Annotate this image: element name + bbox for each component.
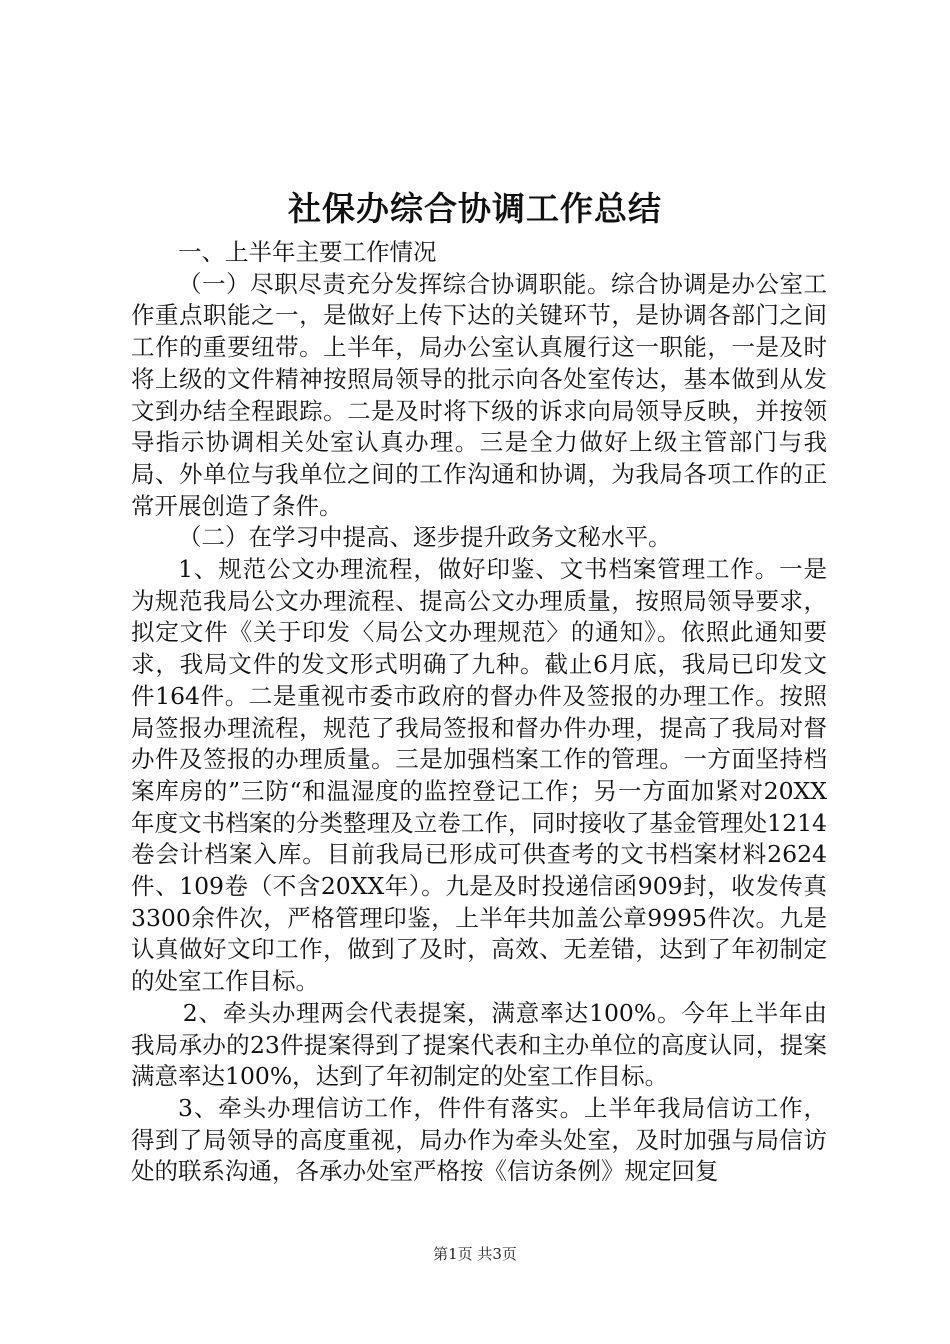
body-paragraph: 2、牵头办理两会代表提案，满意率达100%。今年上半年由我局承办的23件提案得到了提案代表和主办单位的高度认同，提案满意率达100%，达到了年初制定的处室工作目标。 [131,998,827,1091]
document-body [131,237,827,1188]
body-paragraph: 3、牵头办理信访工作，件件有落实。上半年我局信访工作，得到了局领导的高度重视，局办作为牵头处室，及时加强与局信访处的联系沟通，各承办处室严格按《信访条例》规定回复 [131,1093,827,1186]
body-paragraph: （一）尽职尽责充分发挥综合协调职能。综合协调是办公室工作重点职能之一，是做好上传下达的关键环节，是协调各部门之间工作的重要纽带。上半年，局办公室认真履行这一职能，一是及时将上级的文件精神按照局领导的批示向各处室传达，基本做到从发文到办结全程跟踪。二是及时将下级的诉求向局领导反映，并按领导指示协调相关处室认真办理。三是全力做好上级主管部门与我局、外单位与我单位之间的工作沟通和协调，为我局各项工作的正常开展创造了条件。 [131,269,827,520]
page-footer: 第1页 共3页 [433,1245,517,1263]
document-title: 社保办综合协调工作总结 [288,189,662,228]
body-paragraph: （二）在学习中提高、逐步提升政务文秘水平。 [178,523,672,552]
section-heading: 一、上半年主要工作情况 [178,238,437,266]
body-paragraph: 1、规范公文办理流程，做好印鉴、文书档案管理工作。一是为规范我局公文办理流程、提高公文办理质量，按照局领导要求，拟定文件《关于印发〈局公文办理规范〉的通知》。依照此通知要求，我局文件的发文形式明确了九种。截止6月底，我局已印发文件164件。二是重视市委市政府的督办件及签报的办理工作。按照局签报办理流程，规范了我局签报和督办件办理，提高了我局对督办件及签报的办理质量。三是加强档案工作的管理。一方面坚持档案库房的”三防“和温湿度的监控登记工作；另一方面加紧对20XX年度文书档案的分类整理及立卷工作，同时接收了基金管理处1214卷会计档案入库。目前我局已形成可供查考的文书档案材料2624件、109卷（不含20XX年）。九是及时投递信函909封，收发传真3300余件次，严格管理印鉴，上半年共加盖公章9995件次。九是认真做好文印工作，做到了及时，高效、无差错，达到了年初制定的处室工作目标。 [131,555,827,996]
